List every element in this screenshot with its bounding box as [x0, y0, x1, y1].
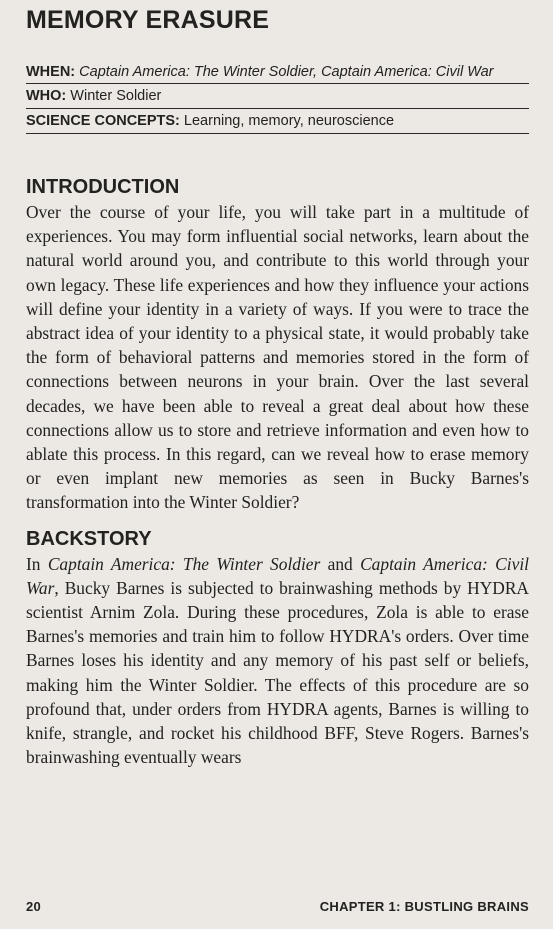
- science-concepts-label: SCIENCE CONCEPTS:: [26, 113, 184, 129]
- page-title: MEMORY ERASURE: [26, 6, 270, 34]
- who-value: Winter Soldier: [70, 88, 162, 104]
- backstory-heading: BACKSTORY: [26, 527, 152, 550]
- film-title-civil-war: Captain America: Civil War: [26, 553, 529, 598]
- chapter-running-head: CHAPTER 1: BUSTLING BRAINS: [319, 899, 529, 914]
- introduction-heading: INTRODUCTION: [26, 176, 180, 198]
- backstory-paragraph: [26, 552, 529, 770]
- backstory-lead: In: [26, 553, 48, 574]
- who-label: WHO:: [26, 88, 71, 104]
- backstory-text: , Bucky Barnes is subjected to brainwashing methods by HYDRA scientist Arnim Zola. During these procedures, Zola is able to erase Barnes's memories and train him to follow HYDRA's orders. Over time Barnes loses his identity and any memory of his past self or beliefs, making him the Winter Soldier. The effects of this procedure are so profound that, under orders from HYDRA agents, Barnes is willing to knife, strangle, and rocket his childhood BFF, Steve Rogers. Barnes's brainwashing eventually wears: [26, 577, 529, 768]
- introduction-paragraph: Over the course of your life, you will take part in a multitude of experiences. You may form influential social networks, learn about the natural world around you, and contribute to this world through your own legacy. These life experiences and how they influence your actions will define your identity in a variety of ways. If you were to trace the abstract idea of your identity to a physical state, it would probably take the form of behavioral patterns and memories stored in the form of connections between neurons in your brain. Over the last several decades, we have been able to reveal a great deal about how these connections allow us to store and retrieve information and even how to ablate this process. In this regard, can we reveal how to erase memory or even implant new memories as seen in Bucky Barnes's transformation into the Winter Soldier?: [26, 202, 529, 513]
- when-value: Captain America: The Winter Soldier, Captain America: Civil War: [79, 64, 494, 80]
- who-row: [26, 84, 529, 109]
- when-label: WHEN:: [26, 64, 80, 80]
- when-row: [26, 61, 529, 84]
- metadata-block: [26, 61, 529, 134]
- backstory-joiner: and: [320, 553, 361, 574]
- page-number: 20: [26, 899, 42, 914]
- film-title-winter-soldier: Captain America: The Winter Soldier: [47, 553, 321, 574]
- science-concepts-value: Learning, memory, neuroscience: [183, 113, 395, 129]
- science-concepts-row: [26, 109, 529, 134]
